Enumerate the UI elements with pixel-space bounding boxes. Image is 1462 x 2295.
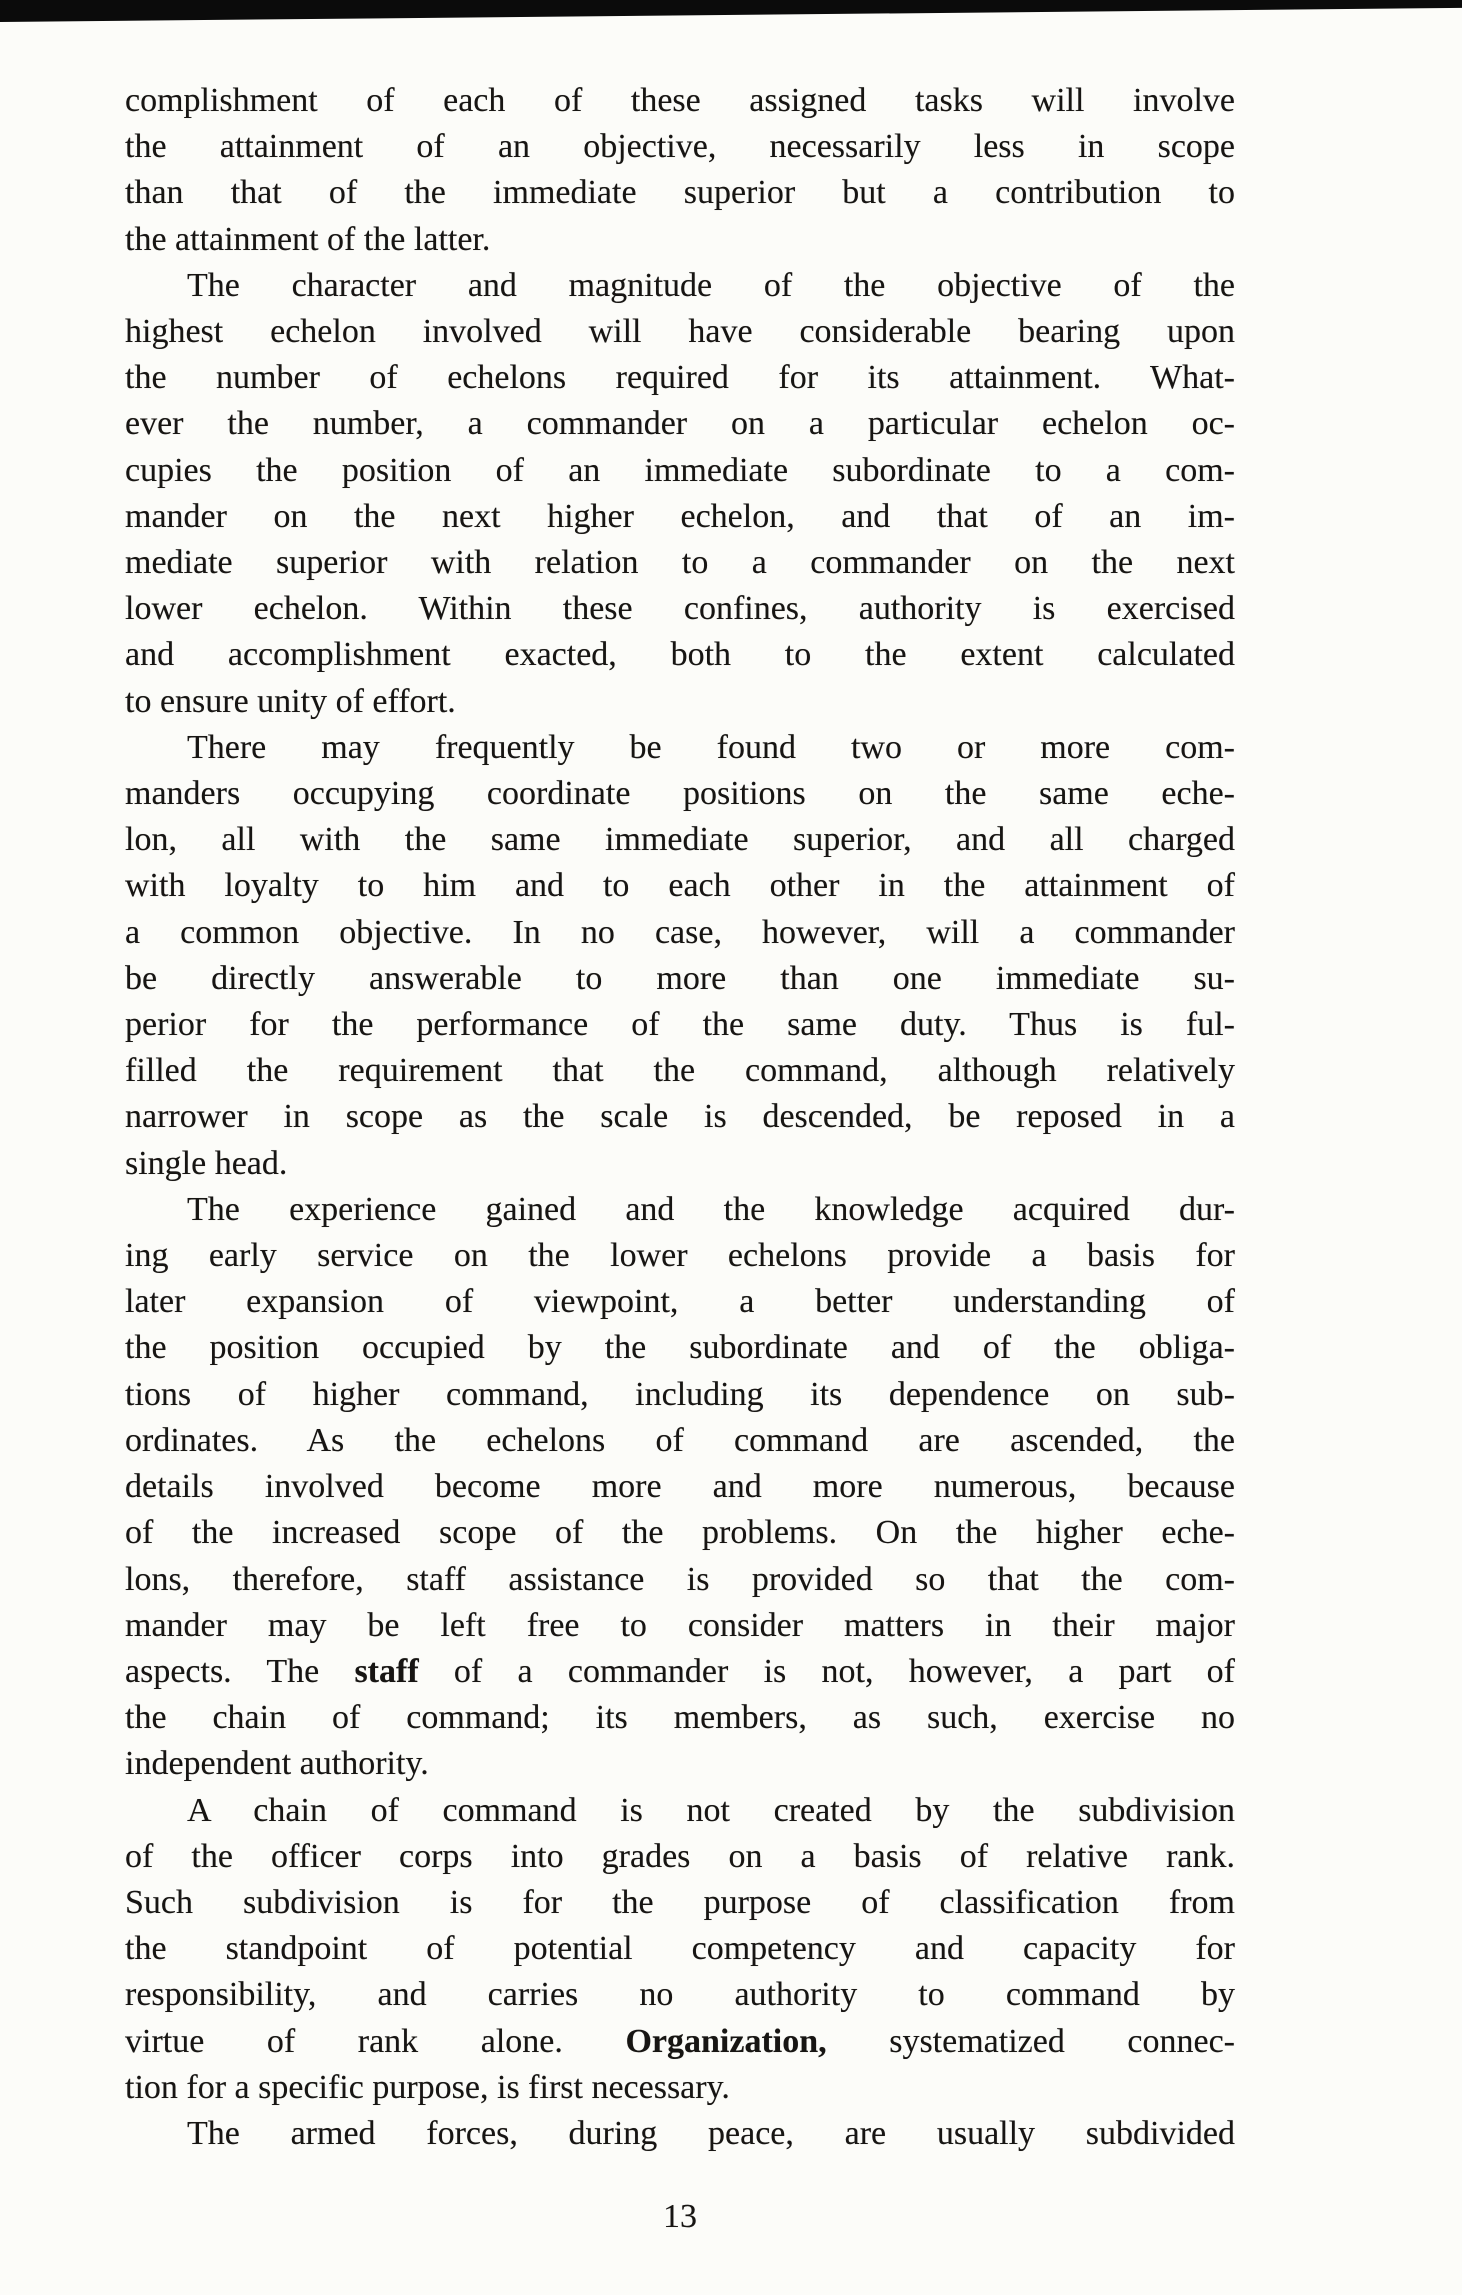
text-segment: of a commander is not, however, a part of bbox=[418, 1652, 1235, 1690]
text-line bbox=[125, 2019, 1235, 2065]
text-line: highest echelon involved will have considerable bearing upon bbox=[125, 313, 1235, 351]
paragraph bbox=[125, 78, 1235, 263]
paragraph bbox=[125, 2111, 1235, 2157]
text-line: the attainment of the latter. bbox=[125, 220, 491, 258]
text-line: the standpoint of potential competency and capacity for bbox=[125, 1930, 1235, 1968]
text-line: independent authority. bbox=[125, 1745, 429, 1783]
text-line: the chain of command; its members, as such, exercise no bbox=[125, 1699, 1235, 1737]
text-line: mediate superior with relation to a commander on the next bbox=[125, 544, 1235, 582]
text-line: filled the requirement that the command, although relatively bbox=[125, 1052, 1235, 1090]
text-line: The character and magnitude of the objective of the bbox=[187, 266, 1235, 304]
text-line: mander may be left free to consider matters in their major bbox=[125, 1606, 1235, 1644]
paragraph bbox=[125, 263, 1235, 725]
text-line: complishment of each of these assigned tasks will involve bbox=[125, 82, 1235, 119]
page-number: 13 bbox=[663, 2198, 697, 2235]
text-line: the attainment of an objective, necessarily less in scope bbox=[125, 128, 1235, 166]
text-line: later expansion of viewpoint, a better understanding of bbox=[125, 1283, 1235, 1321]
text-line: single head. bbox=[125, 1144, 288, 1182]
text-line: to ensure unity of effort. bbox=[125, 682, 456, 720]
paragraph bbox=[125, 1788, 1235, 2111]
text-line: the number of echelons required for its attainment. What- bbox=[125, 359, 1235, 397]
text-line: a common objective. In no case, however, will a commander bbox=[125, 913, 1235, 951]
text-line: tions of higher command, including its dependence on sub- bbox=[125, 1375, 1235, 1413]
text-line: mander on the next higher echelon, and that of an im- bbox=[125, 497, 1235, 535]
paragraph bbox=[125, 725, 1235, 1187]
text-line bbox=[125, 1649, 1235, 1695]
text-line: tion for a specific purpose, is first necessary. bbox=[125, 2068, 730, 2106]
text-segment-bold: Organization, bbox=[625, 2022, 827, 2060]
text-segment: virtue of rank alone. bbox=[125, 2022, 626, 2060]
text-line: and accomplishment exacted, both to the extent calculated bbox=[125, 636, 1235, 674]
text-line: responsibility, and carries no authority to command by bbox=[125, 1976, 1235, 2014]
text-line: the position occupied by the subordinate and of the obliga- bbox=[125, 1329, 1235, 1367]
text-segment: systematized connec- bbox=[826, 2022, 1235, 2060]
text-line: A chain of command is not created by the subdivision bbox=[187, 1791, 1235, 1829]
paragraph bbox=[125, 1187, 1235, 1788]
text-segment-bold: staff bbox=[354, 1652, 419, 1690]
text-line: lon, all with the same immediate superior, and all charged bbox=[125, 821, 1235, 859]
text-line: lower echelon. Within these confines, authority is exercised bbox=[125, 590, 1235, 628]
text-line: with loyalty to him and to each other in the attainment of bbox=[125, 867, 1235, 905]
text-line: than that of the immediate superior but a contribution to bbox=[125, 174, 1235, 212]
body-text bbox=[125, 78, 1235, 2157]
text-line: of the increased scope of the problems. On the higher eche- bbox=[125, 1514, 1235, 1552]
text-segment: aspects. The bbox=[125, 1652, 355, 1690]
text-line: ing early service on the lower echelons provide a basis for bbox=[125, 1237, 1235, 1275]
text-line: lons, therefore, staff assistance is provided so that the com- bbox=[125, 1560, 1235, 1598]
text-line: perior for the performance of the same duty. Thus is ful- bbox=[125, 1006, 1235, 1044]
text-line: ordinates. As the echelons of command are ascended, the bbox=[125, 1421, 1235, 1459]
text-line: of the officer corps into grades on a basis of relative rank. bbox=[125, 1837, 1235, 1875]
text-line: details involved become more and more numerous, because bbox=[125, 1468, 1235, 1506]
text-line: manders occupying coordinate positions on the same eche- bbox=[125, 775, 1235, 813]
text-line: There may frequently be found two or more com- bbox=[187, 728, 1235, 766]
text-line: The experience gained and the knowledge acquired dur- bbox=[187, 1190, 1235, 1228]
scan-edge-artifact bbox=[0, 0, 1462, 22]
text-line: The armed forces, during peace, are usually subdivided bbox=[187, 2114, 1235, 2152]
text-line: narrower in scope as the scale is descended, be reposed in a bbox=[125, 1098, 1235, 1136]
text-line: be directly answerable to more than one immediate su- bbox=[125, 959, 1235, 997]
text-line: ever the number, a commander on a particular echelon oc- bbox=[125, 405, 1235, 443]
text-line: cupies the position of an immediate subordinate to a com- bbox=[125, 451, 1235, 489]
text-line: Such subdivision is for the purpose of classification from bbox=[125, 1883, 1235, 1921]
